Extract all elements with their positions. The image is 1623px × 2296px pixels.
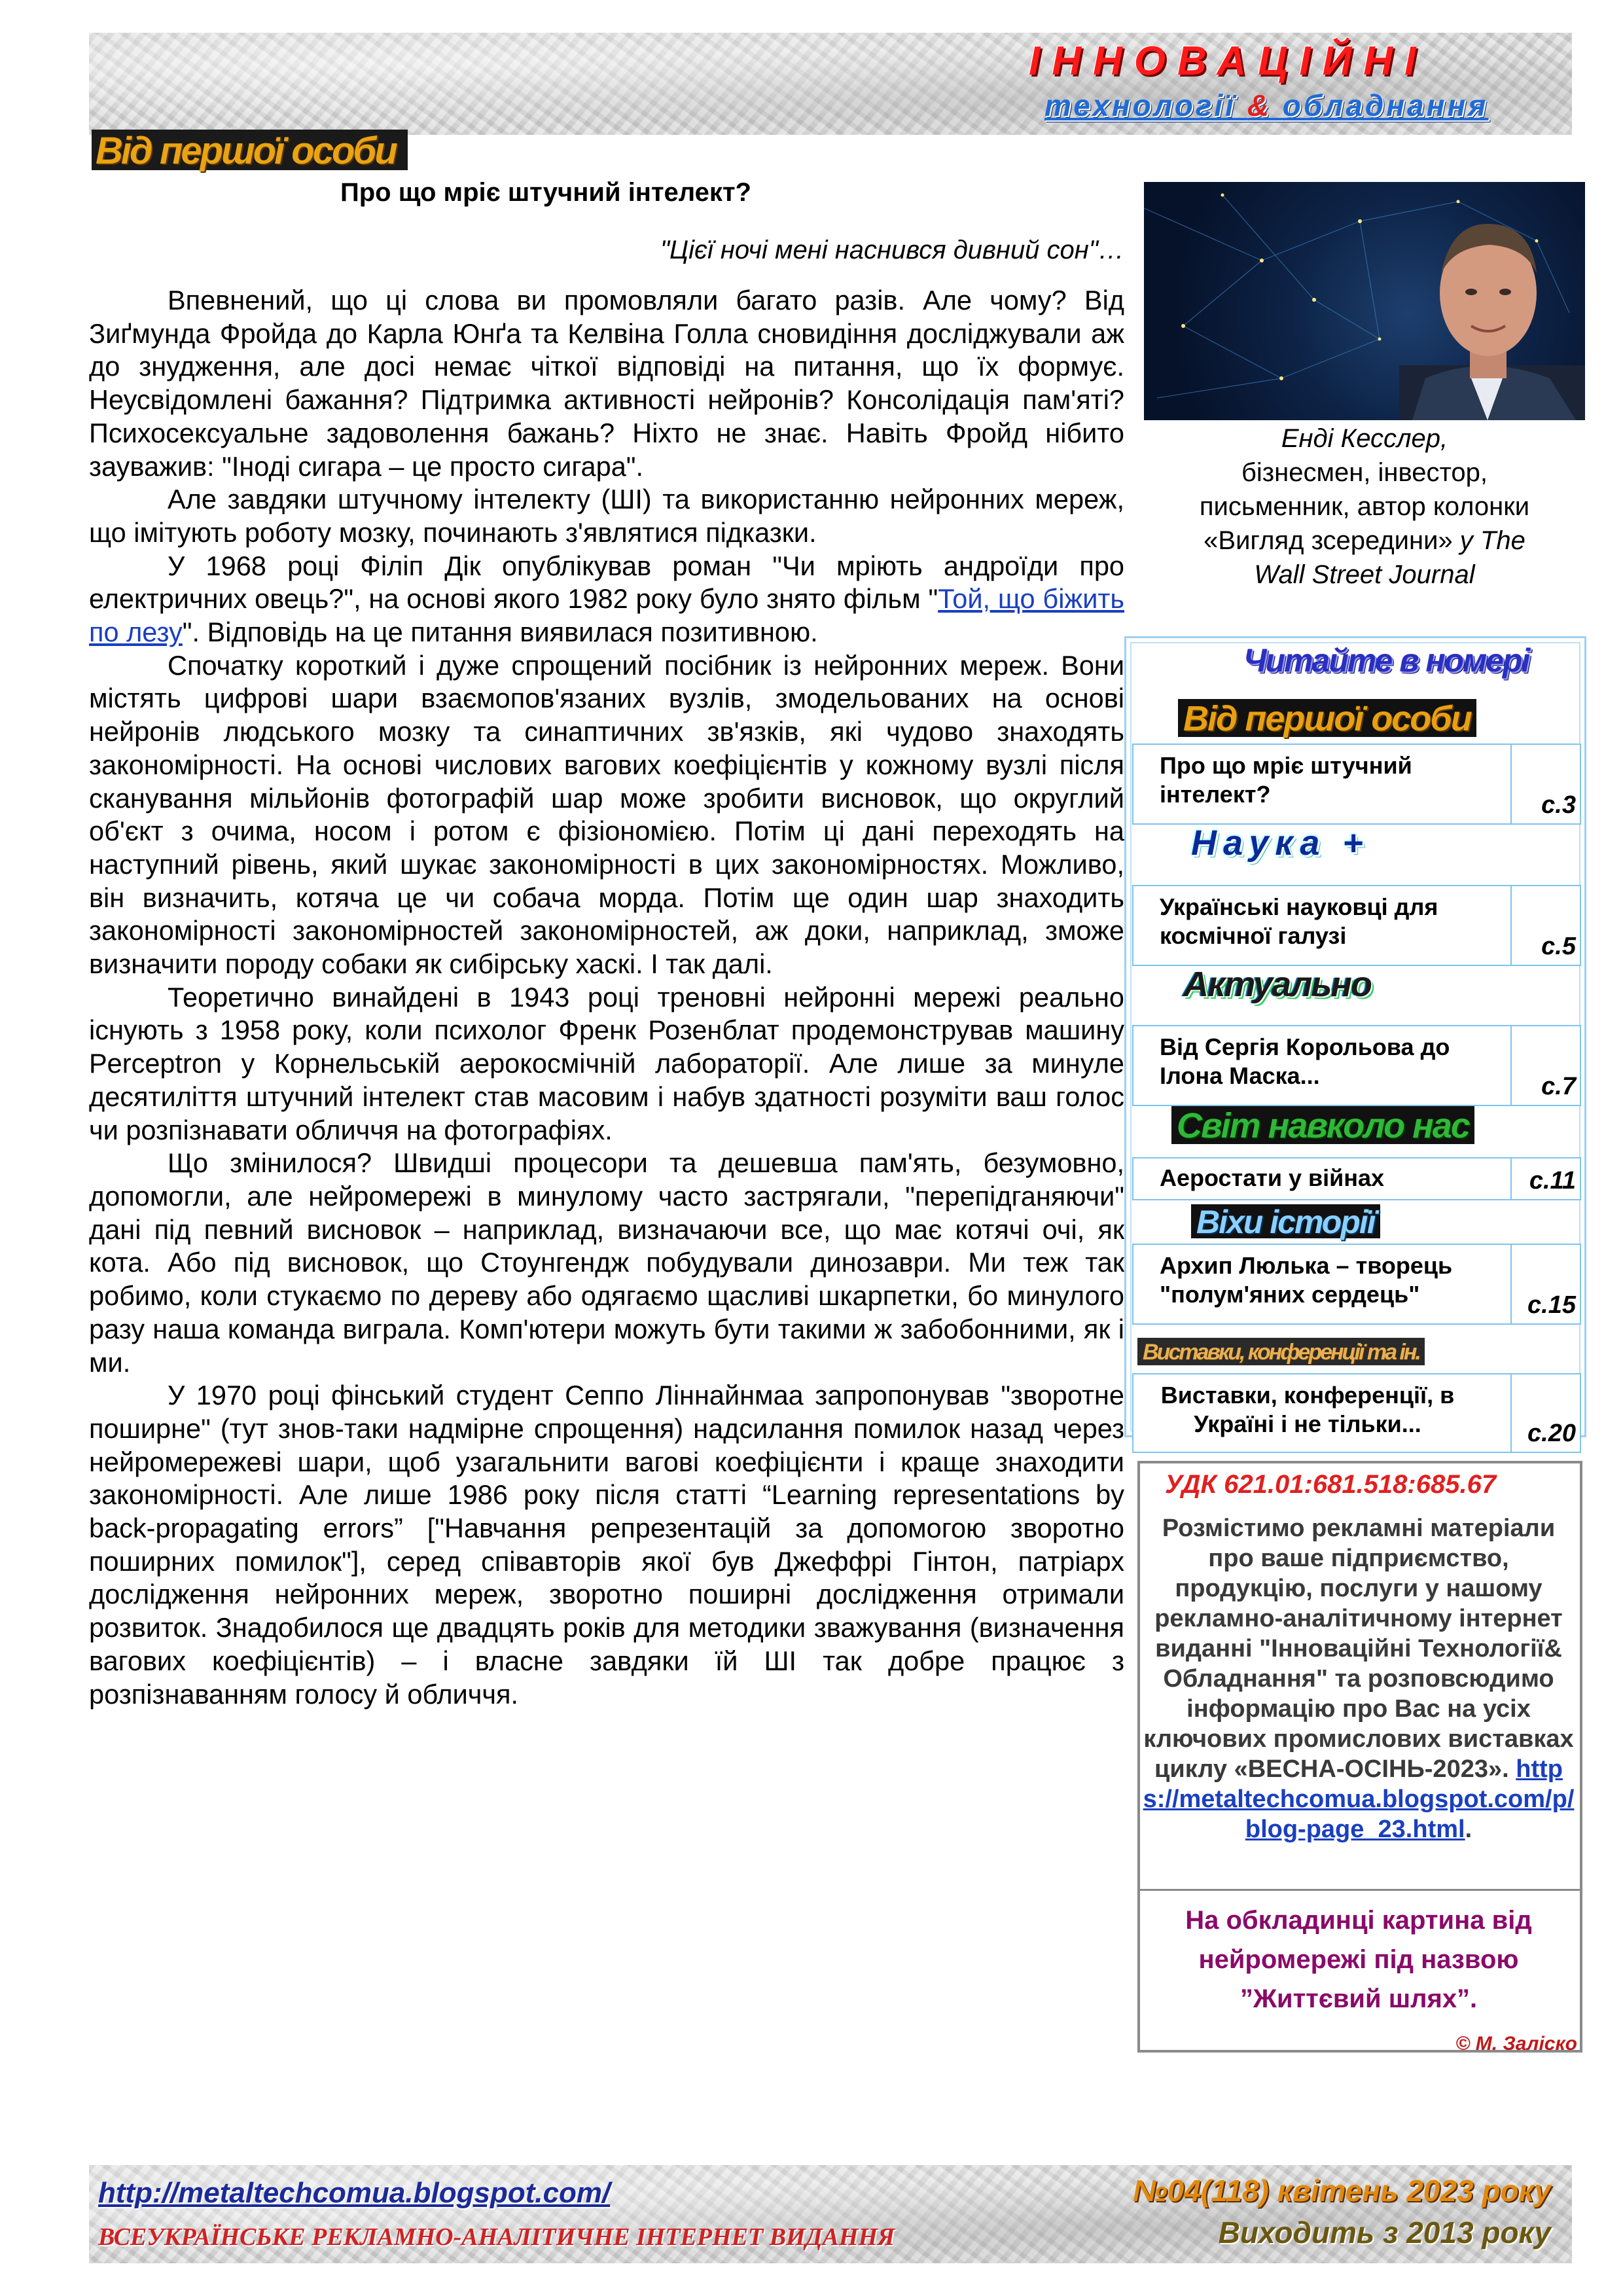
advert-paragraph: Розмістимо рекламні матеріали про ваше підприємство, продукцію, послуги у нашому рекламно-аналітичному інтернет виданні "Інноваційні Технології& Обладнання" та розповсюдимо інформацію про Вас на усіх ключових промислових виставках циклу «ВЕСНА-ОСІНЬ-2023». [1143,1515,1574,1783]
toc-item-page: с.5 [1541,933,1576,960]
toc-item-page: с.15 [1527,1291,1576,1319]
toc-category: Наука + [1191,823,1370,863]
photo-caption [1139,422,1590,592]
caption-journal-part: у The [1452,526,1525,555]
paragraph-text: ". Відповідь на це питання виявилася позитивною. [182,617,818,648]
footer-tagline: ВСЕУКРАЇНСЬКЕ РЕКЛАМНО-АНАЛІТИЧНЕ ІНТЕРНЕТ ВИДАННЯ [98,2223,895,2251]
toc-item[interactable] [1132,1244,1581,1325]
section-tag: Від першої особи [92,130,408,170]
advert-link[interactable]: https://metaltechcomua.blogspot.com/p/blog-page_23.html [1143,1755,1575,1843]
cover-author: © М. Заліско [1455,2033,1577,2054]
article-paragraph: Що змінилося? Швидші процесори та дешевша пам'ять, безумовно, допомогли, але нейромережі в минулому часто застрягали, "перепідганяючи" дані під певний висновок – наприклад, визначаючи все, що має котячі очі, як кота. Або під висновок, що Стоунгендж побудували динозаври. Ми теж так робимо, коли стукаємо по дереву або одягаємо щасливі шкарпетки, бо минулого разу наша команда виграла. Комп'ютери можуть бути такими ж забобонними, як і ми. [89,1147,1124,1378]
advert-period: . [1465,1816,1472,1843]
film-link[interactable]: Той, що біжить по лезу [89,583,1124,648]
toc-item-title: Від Сергія Корольова до Ілона Маска... [1160,1033,1450,1089]
author-photo [1144,182,1585,420]
info-divider [1137,1889,1580,1891]
advert-text [1137,1513,1580,1844]
article-paragraph: У 1970 році фінський студент Сеппо Ліннайнмаа запропонував "зворотне поширне" (тут знов-таки надмірне спрощення) надсилання помилок назад через нейромережеві шари, щоб узагальнити вагові коефіцієнти і краще знаходити закономірності. Але лише 1986 року після статті “Learning representations by back-propagating errors” ["Навчання репрезентацій за допомогою зворотно поширних помилок"], серед співавторів якої був Джеффрі Гінтон, патріарх дослідження нейронних мереж, зворотно поширні дослідження отримали розвиток. Знадобилося ще двадцять років для методики зважування (визначення вагових коефіцієнтів) – і власне завдяки їй ШІ так добре працює з розпізнаванням голосу й обличчя. [89,1380,1124,1710]
toc-item[interactable] [1132,1373,1581,1453]
toc-divider [1510,1158,1512,1199]
brand-subtitle-left: технології [1044,88,1236,122]
toc-category: Віхи історії [1191,1204,1380,1238]
toc-divider [1510,745,1512,823]
toc-divider [1510,1374,1512,1452]
toc-category: Актуально [1183,965,1372,1004]
toc-item-title: Про що мріє штучний інтелект? [1160,752,1412,808]
toc-item[interactable] [1132,1157,1581,1200]
paragraph-text: У 1968 році Філіп Дік опублікував роман "Чи мріють андроїди про електричних овець?", на основі якого 1982 року було знято фільм " [89,550,1124,615]
toc-category: Виставки, конференції та ін. [1137,1338,1425,1365]
toc-item[interactable] [1132,1025,1581,1106]
article-paragraph: Теоретично винайдені в 1943 році треновні нейронні мережі реально існують з 1958 року, коли психолог Френк Розенблат продемонстрував машину Perceptron у Корнельській аерокосмічній лабораторії. Але лише за минуле десятиліття штучний інтелект став масовим і набув здатності розуміти ваш голос чи розпізнавати обличчя на фотографіях. [89,981,1124,1145]
article-body [89,284,1124,1711]
caption-name-text: Енді Кесслер, [1281,424,1448,453]
toc-heading: Читайте в номері [1243,642,1529,679]
cover-note: На обкладинці картина від нейромережі під назвою ”Життєвий шлях”. [1185,1906,1532,2013]
caption-line: бізнесмен, інвестор, [1241,458,1488,487]
toc-category: Світ навколо нас [1171,1106,1474,1144]
article-paragraph: Спочатку короткий і дуже спрощений посібник із нейронних мереж. Вони містять цифрові шари взаємопов'язаних вузлів, змодельованих на основі нейронів людського мозку та синаптичних зв'язків, які чудово знаходять закономірності. На основі числових вагових коефіцієнтів у кожному вузлі після сканування мільйонів фотографій шар може зробити висновок, що округлий об'єкт з очима, носом і ротом є фізіономією. Потім ці дані переходять на наступний рівень, який шукає закономірності в цих закономірностях. Можливо, він визначить, котяча це чи собача морда. Потім ще один шар знаходить закономірності закономірностей закономірностей, аж доки, наприклад, зможе визначити породу собаки як сибірську хаскі. І так далі. [89,649,1124,980]
brand-title: ІННОВАЦІЙНІ [1029,39,1428,84]
brand-subtitle [1044,88,1488,123]
toc-item[interactable] [1132,885,1581,966]
caption-column-name: «Вигляд зсередини» [1204,526,1453,555]
caption-line: письменник, автор колонки [1199,492,1530,521]
toc-item-page: с.3 [1541,791,1576,819]
brand-subtitle-right: обладнання [1282,88,1489,122]
toc-item-page: с.20 [1527,1420,1576,1447]
footer-since: Виходить з 2013 року [1218,2215,1551,2250]
toc-divider [1510,1245,1512,1323]
toc-category: Від першої особи [1178,699,1476,737]
caption-line [1139,558,1590,592]
toc-item-title: Архип Люлька – творець "полум'яних сердець" [1160,1252,1453,1308]
footer-issue: №04(118) квітень 2023 року [1132,2174,1551,2208]
person-silhouette [1399,224,1585,420]
toc-item-title: Аеростати у війнах [1160,1164,1385,1191]
article-paragraph: Впевнений, що ці слова ви промовляли багато разів. Але чому? Від Зиґмунда Фройда до Карла Юнґа та Келвіна Голла сновидіння досліджували аж до знудження, але досі немає чіткої відповіді на питання, що їх формує. Неусвідомлені бажання? Підтримка активності нейронів? Консолідація пам'яті? Психосексуальне задоволення бажань? Ніхто не знає. Навіть Фройд нібито зауважив: "Іноді сигара – це просто сигара". [89,285,1124,482]
toc-divider [1510,886,1512,965]
article-subtitle: "Цієї ночі мені наснився дивний сон"… [660,236,1124,264]
toc-item-title: Українські науковці для космічної галузі [1160,893,1438,949]
caption-line [1139,524,1590,558]
toc-item-page: с.7 [1541,1073,1576,1100]
toc-item-page: с.11 [1529,1167,1576,1194]
footer-site-link[interactable]: http://metaltechcomua.blogspot.com/ [98,2177,611,2209]
caption-journal-part: Wall Street Journal [1254,560,1475,589]
article-paragraph [89,550,1124,649]
udk-code: УДК 621.01:681.518:685.67 [1165,1470,1497,1499]
toc-item-title: Виставки, конференції, в Україні і не тільки... [1160,1382,1455,1437]
toc-item[interactable] [1132,744,1581,825]
network-background [1144,182,1585,420]
brand-subtitle-amp: & [1247,88,1272,122]
article-title: Про що мріє штучний інтелект? [340,178,751,207]
caption-name [1139,422,1590,456]
article-paragraph: Але завдяки штучному інтелекту (ШІ) та використанню нейронних мереж, що імітують роботу мозку, починають з'являтися підказки. [89,484,1124,548]
toc-divider [1510,1026,1512,1105]
